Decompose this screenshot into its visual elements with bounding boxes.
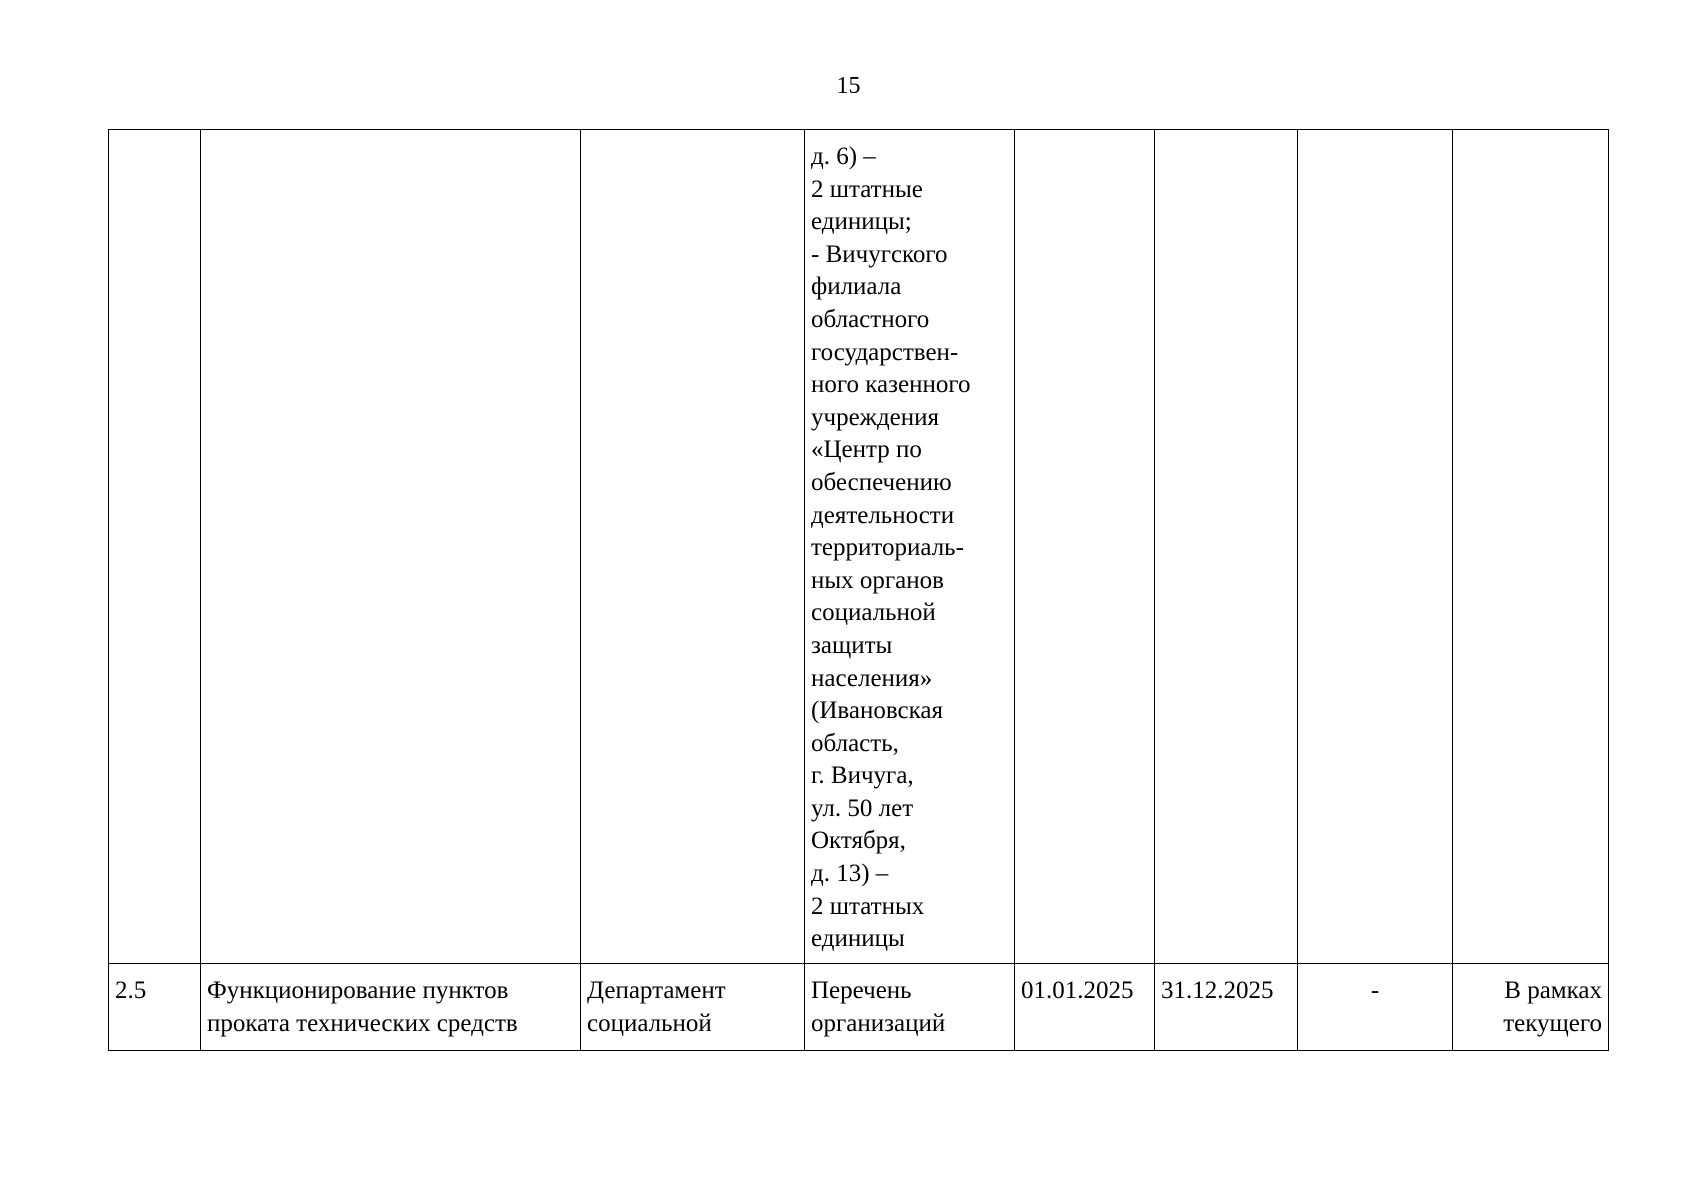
cell-start-date: 01.01.2025 xyxy=(1015,964,1155,1051)
cell-source xyxy=(1453,130,1609,964)
cell-amount: - xyxy=(1298,964,1453,1051)
table-row xyxy=(109,964,1609,1051)
cell-result: д. 6) – 2 штатные единицы; - Вичугского филиала областного государствен- ного казенного учреждения «Центр по обеспечению деятельности территориаль- ных органов социальной защиты населения» (Ивановская область, г. Вичуга, ул. 50 лет Октября, д. 13) – 2 штатных единицы xyxy=(805,130,1015,964)
cell-number xyxy=(109,130,201,964)
cell-measure-name: Функционирование пунктов проката технических средств xyxy=(201,964,581,1051)
cell-start-date xyxy=(1015,130,1155,964)
cell-executor: Департамент социальной xyxy=(581,964,805,1051)
measures-table xyxy=(108,129,1609,1051)
table-row xyxy=(109,130,1609,964)
cell-number: 2.5 xyxy=(109,964,201,1051)
cell-amount xyxy=(1298,130,1453,964)
cell-result: Перечень организаций xyxy=(805,964,1015,1051)
cell-end-date: 31.12.2025 xyxy=(1155,964,1298,1051)
cell-executor xyxy=(581,130,805,964)
cell-end-date xyxy=(1155,130,1298,964)
cell-measure-name xyxy=(201,130,581,964)
page-number: 15 xyxy=(836,73,861,99)
cell-source: В рамках текущего xyxy=(1453,964,1609,1051)
